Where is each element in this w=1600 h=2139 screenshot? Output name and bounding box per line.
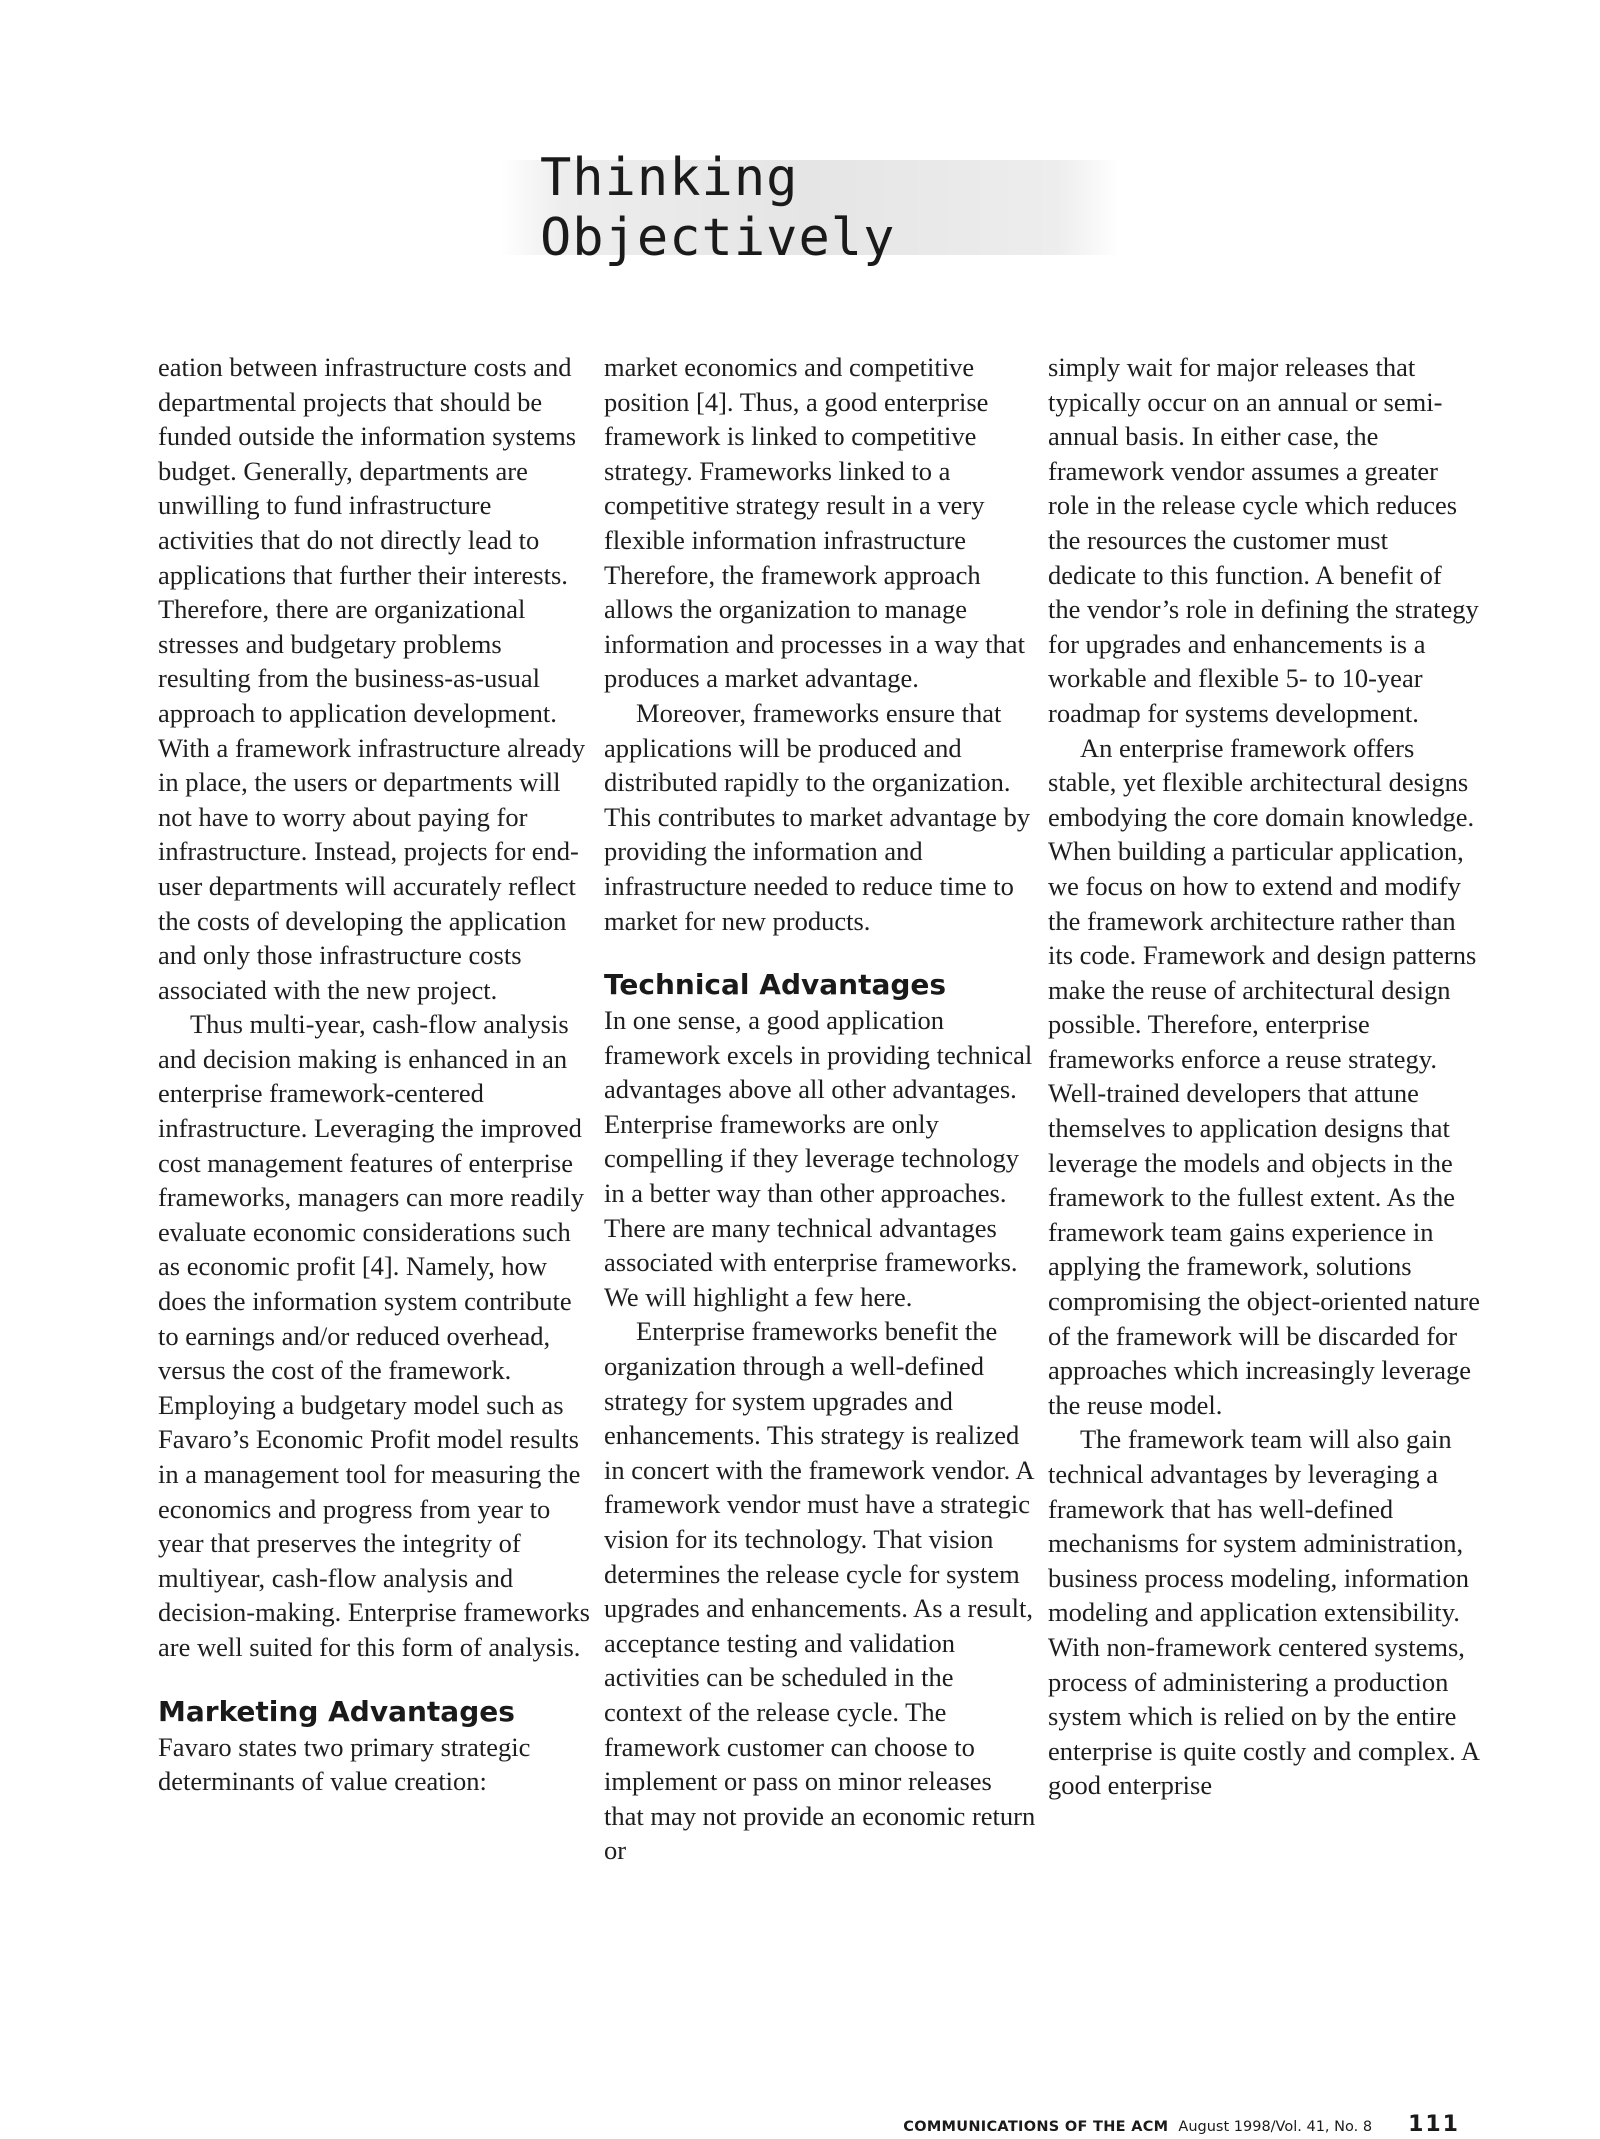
body-paragraph: An enterprise framework offers stable, yet flexible architectural designs embodying the core domain knowledge. When building a particular application, we focus on how to extend and modify the framework architecture rather than its code. Framework and design patterns make the reuse of architectural design possible. Therefore, enterprise frameworks enforce a reuse strategy. Well-trained developers that attune themselves to application designs that leverage the models and objects in the framework to the fullest extent. As the framework team gains experience in applying the framework, solutions compromising the object-oriented nature of the framework will be discarded for approaches which increasingly leverage the reuse model. [1048,732,1480,1420]
footer-journal-name: COMMUNICATIONS OF THE ACM [903,2119,1169,2135]
text-column-1 [158,350,590,1799]
body-paragraph: The framework team will also gain technical advantages by leveraging a framework that has well-defined mechanisms for system administration, business process modeling, information modeling and application extensibility. With non-framework centered systems, process of administering a production system which is relied on by the entire enterprise is quite costly and complex. A good enterprise [1048,1424,1479,1801]
body-paragraph: Enterprise frameworks benefit the organization through a well-defined strategy for system upgrades and enhancements. This strategy is realized in concert with the framework vendor. A framework vendor must have a strategic vision for its technology. That vision determines the release cycle for system upgrades and enhancements. As a result, acceptance testing and validation activities can be scheduled in the context of the release cycle. The framework customer can choose to implement or pass on minor releases that may not provide an economic return or [604,1316,1036,1866]
body-paragraph: Favaro states two primary strategic determinants of value creation: [158,1731,531,1797]
page-footer [903,2112,1460,2138]
running-head [500,147,1120,268]
section-heading: Marketing Advantages [158,1694,515,1728]
text-column-3 [1048,350,1480,1803]
body-paragraph: simply wait for major releases that typically occur on an annual or semi-annual basis. In either case, the framework vendor assumes a greater role in the release cycle which reduces the resources the customer must dedicate to this function. A benefit of the vendor’s role in defining the strategy for upgrades and enhancements is a workable and flexible 5- to 10-year roadmap for systems development. [1048,352,1479,728]
body-paragraph: Moreover, frameworks ensure that applications will be produced and distributed rapidly to the organization. This contributes to market advantage by providing the information and infrastructure needed to reduce time to market for new products. [604,697,1031,936]
body-paragraph: market economics and competitive position [4]. Thus, a good enterprise framework is linked to competitive strategy. Frameworks linked to a competitive strategy result in a very flexible information infrastructure Therefore, the framework approach allows the organization to manage information and processes in a way that produces a market advantage. [604,352,1025,694]
text-column-2 [604,350,1036,1868]
section-heading: Technical Advantages [604,968,947,1002]
running-head-title: Thinking Objectively [540,147,896,268]
body-paragraph: In one sense, a good application framework excels in providing technical advantages above all other advantages. Enterprise frameworks are only compelling if they leverage technology in a better way than other approaches. There are many technical advantages associated with enterprise frameworks. We will highlight a few here. [604,1005,1033,1312]
page-number: 111 [1408,2112,1460,2137]
footer-issue-info: August 1998/Vol. 41, No. 8 [1178,2119,1373,2135]
body-paragraph: eation between infrastructure costs and departmental projects that should be funded outside the information systems budget. Generally, departments are unwilling to fund infrastructure activities that do not directly lead to applications that further their interests. Therefore, there are organizational stresses and budgetary problems resulting from the business-as-usual approach to application development. With a framework infrastructure already in place, the users or departments will not have to worry about paying for infrastructure. Instead, projects for end-user departments will accurately reflect the costs of developing the application and only those infrastructure costs associated with the new project. [158,352,586,1005]
body-paragraph: Thus multi-year, cash-flow analysis and decision making is enhanced in an enterprise framework-centered infrastructure. Leveraging the improved cost management features of enterprise frameworks, managers can more readily evaluate economic considerations such as economic profit [4]. Namely, how does the information system contribute to earnings and/or reduced overhead, versus the cost of the framework. Employing a budgetary model such as Favaro’s Economic Profit model results in a management tool for measuring the economics and progress from year to year that preserves the integrity of multiyear, cash-flow analysis and decision-making. Enterprise frameworks are well suited for this form of analysis. [158,1009,590,1662]
